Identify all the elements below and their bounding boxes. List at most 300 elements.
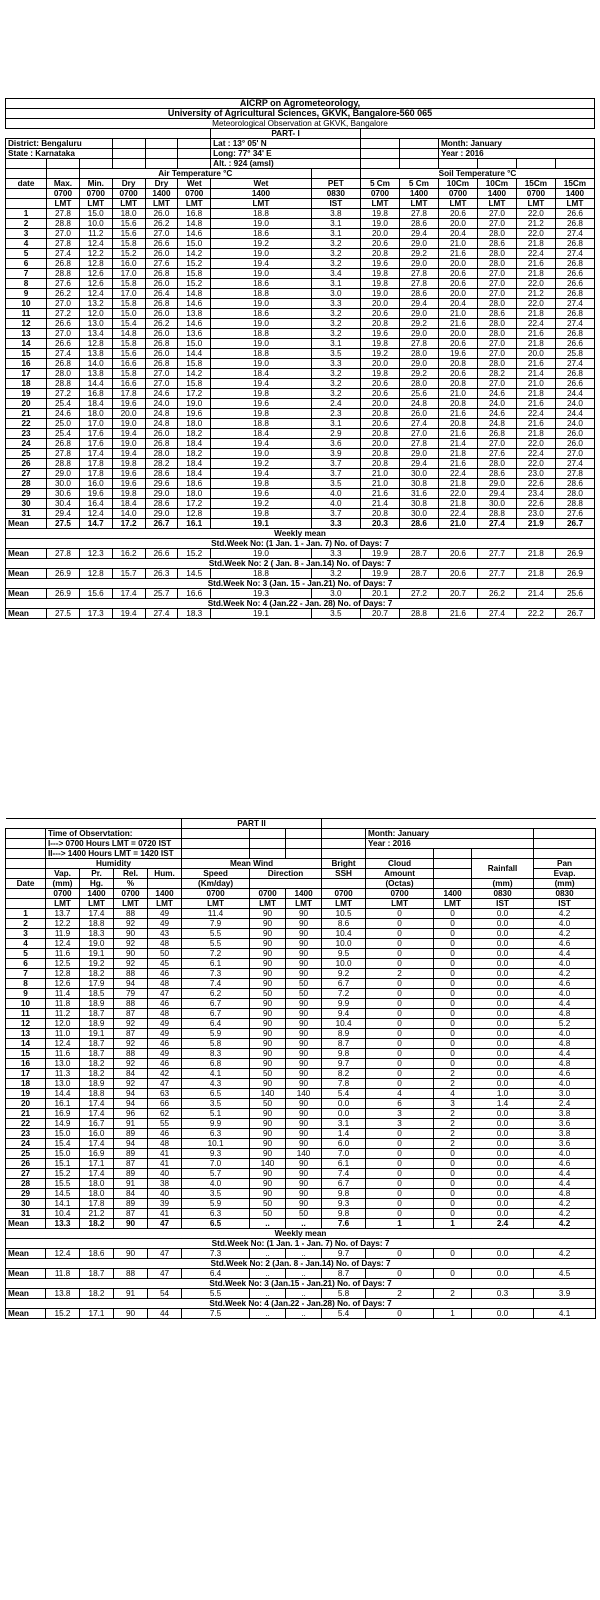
mean-cell: 28.6 [399,519,438,529]
table-cell: 11.2 [46,1009,80,1019]
table-cell: 17.6 [79,429,112,439]
table-cell: 12.2 [79,249,112,259]
table-cell: 30.8 [399,499,438,509]
table-cell: 18.0 [178,419,211,429]
table-cell: 90 [286,1099,322,1109]
column-header: LMT [477,199,516,209]
table-cell: 14.2 [178,249,211,259]
table-cell: 19.6 [438,349,477,359]
table-cell: 16.0 [79,479,112,489]
column-header: 0830 [534,889,596,899]
table-row [6,1149,596,1159]
column-header: 1400 [477,189,516,199]
week-mean-cell: 3.5 [311,609,360,619]
table-cell: 14.4 [46,1089,80,1099]
table-cell: 0 [366,1199,434,1209]
mean-cell: 26.7 [145,519,178,529]
table-cell: 27.0 [477,269,516,279]
table-cell: 79 [114,989,148,999]
table-cell: 0 [366,1149,434,1159]
table-row [6,239,595,249]
table-cell: 14.8 [178,219,211,229]
column-header: (mm) [46,879,80,889]
table-cell: 27.8 [399,209,438,219]
observation-subtitle: Meteorological Observation at GKVK, Bangalore [6,119,595,129]
date-cell: 30 [6,1199,46,1209]
table-cell: 18.9 [80,999,114,1009]
table-row [6,329,595,339]
header-row [6,899,596,909]
table-cell: 90 [250,1109,286,1119]
table-cell: 94 [114,1099,148,1109]
table-cell: 27.0 [47,299,80,309]
week-mean-cell: 44 [148,1309,182,1319]
table-cell: 21.0 [360,479,399,489]
table-cell: 90 [286,929,322,939]
table-cell: 26.8 [555,309,594,319]
table-cell: 20.0 [360,299,399,309]
table-cell: 50 [250,1099,286,1109]
table-cell: 18.0 [79,409,112,419]
header-row [6,199,595,209]
table-cell: 0 [366,1139,434,1149]
column-header: 5 Cm [399,179,438,189]
table-cell: 14.1 [46,1199,80,1209]
table-cell: 24.4 [555,389,594,399]
date-cell: 10 [6,299,47,309]
table-cell: 15.4 [112,319,145,329]
table-cell: 16.7 [80,1119,114,1129]
date-cell: 28 [6,479,47,489]
table-cell: 12.4 [46,1039,80,1049]
table-cell: 0.0 [322,1099,366,1109]
table-cell: 4.1 [182,1069,250,1079]
column-header: Date [6,879,46,889]
table-cell: 2.4 [534,1099,596,1109]
table-cell: 15.0 [112,309,145,319]
table-cell: 3.8 [534,1109,596,1119]
table-cell: 30.0 [399,509,438,519]
mean-row [6,1219,596,1229]
table-cell: 27.4 [555,299,594,309]
date-cell: 17 [6,1069,46,1079]
table-cell: 26.2 [145,319,178,329]
column-header [6,199,47,209]
table-cell: 15.0 [79,209,112,219]
table-cell: 19.6 [112,399,145,409]
column-header: 0700 [114,889,148,899]
table-cell: 20.0 [516,349,555,359]
table-cell: 21.4 [360,499,399,509]
table-cell: 39 [148,1199,182,1209]
table-cell: 47 [148,1079,182,1089]
table-cell: 6.5 [182,1089,250,1099]
table-cell: 25.4 [47,399,80,409]
table-cell: 4.6 [534,979,596,989]
date-cell: 9 [6,289,47,299]
table-cell: 90 [250,1169,286,1179]
date-cell: 10 [6,999,46,1009]
table-cell: 18.2 [178,429,211,439]
table-cell: 88 [114,1049,148,1059]
table-cell: 14.9 [46,1119,80,1129]
table-cell: 26.0 [145,279,178,289]
table-cell: 30.6 [47,489,80,499]
table-cell: 90 [286,1109,322,1119]
table-cell: 17.0 [112,289,145,299]
table-cell: 7.3 [182,969,250,979]
cloud-header: Cloud [366,859,434,869]
date-cell: 5 [6,249,47,259]
table-cell: 89 [114,1169,148,1179]
table-cell: 0 [366,1039,434,1049]
week-mean-cell: 27.4 [145,609,178,619]
table-cell: 24.8 [145,419,178,429]
table-cell: 15.5 [46,1179,80,1189]
table-cell: 12.2 [46,919,80,929]
table-cell: 18.6 [178,479,211,489]
week-mean-cell: 19.1 [211,609,312,619]
table-cell: 3.3 [311,299,360,309]
table-cell: 20.8 [360,509,399,519]
table-cell: 2.9 [311,429,360,439]
table-cell: 15.4 [46,1139,80,1149]
date-cell: 9 [6,989,46,999]
column-header: 0700 [516,189,555,199]
table-row [6,989,596,999]
mean-cell: 20.3 [360,519,399,529]
table-cell: 28.2 [145,459,178,469]
table-cell: 20.8 [360,459,399,469]
table-cell: 87 [114,1009,148,1019]
table-cell: 3.0 [311,289,360,299]
week-mean-cell: 21.8 [516,569,555,579]
table-cell: 48 [148,1009,182,1019]
table-cell: 10.4 [322,929,366,939]
week-mean-cell: 4.5 [534,1269,596,1279]
column-header: LMT [114,899,148,909]
column-header: 15Cm [516,179,555,189]
table-cell: 11.0 [46,1029,80,1039]
table-cell: 29.2 [399,369,438,379]
date-cell: 7 [6,269,47,279]
table-cell: 0.0 [472,1159,534,1169]
week-mean-cell: 26.9 [555,569,594,579]
latitude-label: Lat : 13° 05' N [211,139,361,149]
table-cell: 3.8 [311,209,360,219]
week-mean-cell: 3.0 [311,589,360,599]
table-cell: 88 [114,969,148,979]
table-cell: 3.2 [311,309,360,319]
table-cell: 14.6 [178,229,211,239]
weekly-title-row [6,1229,596,1239]
table-row [6,1059,596,1069]
table-cell: 4 [366,1089,434,1099]
table-cell: 26.6 [555,379,594,389]
table-cell: 3.1 [311,229,360,239]
table-cell: 19.0 [80,939,114,949]
table-cell: 26.8 [47,259,80,269]
table-cell: 29.0 [399,329,438,339]
week-mean-row [6,569,595,579]
week-mean-cell: 90 [114,1249,148,1259]
table-cell: 84 [114,1069,148,1079]
table-cell: 26.0 [555,439,594,449]
table-row [6,469,595,479]
table-cell: 17.9 [80,979,114,989]
table-cell: 0.0 [472,1189,534,1199]
table-row [6,999,596,1009]
table-cell: 16.8 [79,389,112,399]
table-row [6,309,595,319]
table-cell: 0 [434,979,472,989]
week-mean-cell: 15.6 [79,589,112,599]
table-cell: 25.0 [47,419,80,429]
table-cell: 6.8 [182,1059,250,1069]
week-mean-row [6,589,595,599]
table-cell: 20.0 [360,439,399,449]
table-cell: 92 [114,919,148,929]
table-cell: 20.8 [438,399,477,409]
week-title-row [6,579,595,589]
table-cell: 0 [434,939,472,949]
week-title: Std.Week No: 2 ( Jan. 8 - Jan.14) No. of Days: 7 [6,559,595,569]
table-cell: 28.0 [477,229,516,239]
table-cell: 0 [366,939,434,949]
table-cell: 55 [148,1119,182,1129]
table-cell: 19.0 [211,219,312,229]
mean-cell: 17.2 [112,519,145,529]
column-header: LMT [286,899,322,909]
table-cell: 13.7 [46,909,80,919]
table-row [6,219,595,229]
table-row [6,399,595,409]
table-cell: 22.6 [516,499,555,509]
table-cell: 27.2 [47,389,80,399]
table-cell: 29.4 [477,489,516,499]
table-cell: 46 [148,1129,182,1139]
week-mean-cell: 20.1 [360,589,399,599]
table-cell: 5.8 [182,1039,250,1049]
column-header: 1400 [80,889,114,899]
table-cell: 19.0 [112,439,145,449]
column-header: 0830 [472,889,534,899]
table-cell: 28.8 [47,269,80,279]
table-cell: 0 [434,959,472,969]
table-cell: 26.2 [145,219,178,229]
table-cell: 19.8 [211,389,312,399]
table-cell: 11.9 [46,929,80,939]
column-header: 1400 [211,189,312,199]
week-mean-cell: 18.3 [178,609,211,619]
date-cell: 6 [6,959,46,969]
date-cell: 14 [6,339,47,349]
table-cell: 13.0 [79,319,112,329]
table-cell: 90 [250,1059,286,1069]
table-cell: 26.0 [555,429,594,439]
table-cell: 41 [148,1209,182,1219]
table-cell: 19.4 [112,429,145,439]
column-header: IST [472,899,534,909]
table-cell: 19.2 [211,499,312,509]
table-cell: 90 [114,929,148,939]
date-cell: 16 [6,359,47,369]
week-mean-cell: 17.3 [79,609,112,619]
table-cell: 19.6 [79,489,112,499]
table-row [6,1099,596,1109]
table-cell: 0.0 [472,1119,534,1129]
week-mean-cell: 0.0 [472,1249,534,1259]
table-cell: 50 [250,989,286,999]
table-cell: 4 [434,1089,472,1099]
table-cell: 9.2 [322,969,366,979]
table-cell: 19.6 [112,479,145,489]
table-cell: 28.0 [47,369,80,379]
column-header: LMT [47,199,80,209]
table-cell: 90 [250,979,286,989]
date-cell: 15 [6,1049,46,1059]
table-cell: 3.7 [311,459,360,469]
column-header: (mm) [472,879,534,889]
week-mean-cell: 15.2 [46,1309,80,1319]
table-row [6,1089,596,1099]
table-cell: 4.6 [534,939,596,949]
week-mean-row [6,549,595,559]
table-row [6,509,595,519]
table-cell: 20.8 [438,419,477,429]
table-cell: 19.8 [360,369,399,379]
table-cell: 29.4 [399,459,438,469]
table-cell: 63 [148,1089,182,1099]
table-cell: 0.0 [472,909,534,919]
table-cell: 4.0 [534,919,596,929]
part1-table [5,98,595,619]
table-cell: 3 [434,1099,472,1109]
table-cell: 27.4 [399,419,438,429]
table-row [6,1129,596,1139]
table-cell: 20.8 [360,429,399,439]
column-header [6,869,46,879]
date-cell: 12 [6,1019,46,1029]
table-cell: 0 [434,929,472,939]
column-header [434,879,472,889]
table-cell: 28.0 [399,379,438,389]
table-cell: 22.6 [516,479,555,489]
table-cell: 18.8 [211,419,312,429]
table-cell: 19.1 [80,1029,114,1039]
table-row [6,269,595,279]
date-cell: 29 [6,1189,46,1199]
column-header: Amount [366,869,434,879]
table-cell: 18.9 [80,1079,114,1089]
column-header: LMT [555,199,594,209]
university-title: University of Agricultural Sciences, GKVK, Bangalore-560 065 [6,109,595,119]
column-header: Wet [178,179,211,189]
table-cell: 19.8 [360,209,399,219]
week-mean-cell: 91 [114,1289,148,1299]
table-cell: 84 [114,1189,148,1199]
table-cell: 15.8 [112,239,145,249]
date-cell: 4 [6,939,46,949]
week-mean-cell: .. [250,1289,286,1299]
table-cell: 7.4 [182,979,250,989]
table-cell: 14.4 [178,349,211,359]
table-cell: 29.2 [399,319,438,329]
table-cell: 3.2 [311,319,360,329]
week-mean-cell: 21.6 [438,609,477,619]
table-cell: 18.6 [211,279,312,289]
rainfall-header: Rainfall [472,859,534,879]
table-cell: 27.0 [477,289,516,299]
table-cell: 28.0 [477,359,516,369]
column-header: (mm) [534,879,596,889]
table-cell: 27.0 [477,439,516,449]
table-cell: 10.4 [46,1209,80,1219]
table-cell: 21.0 [516,379,555,389]
week-mean-row [6,1309,596,1319]
table-cell: 15.0 [178,239,211,249]
table-cell: 26.8 [47,439,80,449]
table-cell: 140 [286,1089,322,1099]
table-cell: 20.6 [360,379,399,389]
table-cell: 13.2 [79,299,112,309]
weekly-mean-title: Weekly mean [6,529,595,539]
table-cell: 0.0 [472,1169,534,1179]
table-cell: 21.6 [516,259,555,269]
table-cell: 0.0 [472,1209,534,1219]
table-cell: 5.9 [182,1199,250,1209]
table-cell: 92 [114,1059,148,1069]
table-row [6,319,595,329]
table-cell: 90 [286,1019,322,1029]
date-cell: 11 [6,1009,46,1019]
week-title: Std.Week No: (1 Jan. 1 - Jan. 7) No. of Days: 7 [6,539,595,549]
table-cell: 29.0 [399,359,438,369]
table-cell: 21.2 [516,219,555,229]
table-row [6,389,595,399]
table-cell: 90 [250,919,286,929]
column-header: Dry [112,179,145,189]
column-header: 1400 [399,189,438,199]
table-cell: 1.4 [472,1099,534,1109]
table-cell: 19.2 [360,349,399,359]
table-cell: 27.4 [555,459,594,469]
table-cell: 50 [250,1199,286,1209]
table-cell: 4.2 [534,969,596,979]
week-mean-cell: 27.4 [477,609,516,619]
table-cell: 18.8 [80,1089,114,1099]
table-cell: 19.0 [211,359,312,369]
table-cell: 30.0 [399,469,438,479]
table-cell: 4.6 [534,1159,596,1169]
table-cell: 0 [366,949,434,959]
weekly-title-row [6,529,595,539]
column-header: LMT [182,899,250,909]
column-header: 0700 [46,889,80,899]
table-cell: 16.8 [178,209,211,219]
table-cell: 22.4 [516,449,555,459]
mean-cell: 21.0 [438,519,477,529]
column-header: Direction [250,869,322,879]
table-cell: 2 [366,969,434,979]
table-cell: 92 [114,1079,148,1089]
column-header: Dry [145,179,178,189]
table-cell: 28.8 [47,459,80,469]
obs-time-1: I---> 0700 Hours LMT = 0720 IST [46,839,182,849]
table-cell: 50 [286,979,322,989]
table-row [6,429,595,439]
week-mean-cell: 27.2 [399,589,438,599]
